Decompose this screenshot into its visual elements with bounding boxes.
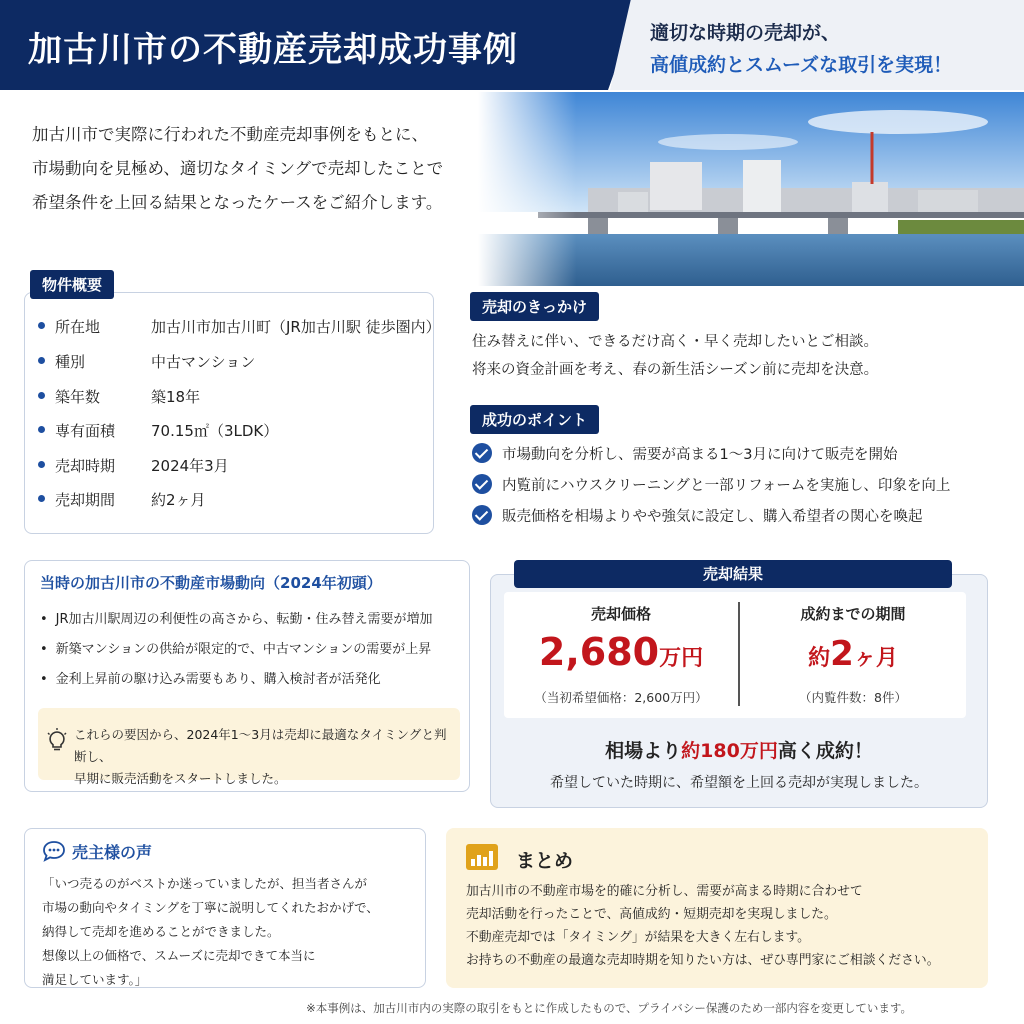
property-row <box>38 316 441 337</box>
result-summary-post: 高く成約！ <box>777 740 873 762</box>
success-points-badge: 成功のポイント <box>470 405 599 434</box>
property-overview-badge: 物件概要 <box>30 270 114 299</box>
speech-bubble-icon <box>42 840 66 866</box>
summary-line: 不動産売却では「タイミング」が結果を大きく左右します。 <box>466 930 810 945</box>
property-row <box>38 455 229 476</box>
period-unit: ヶ月 <box>853 646 898 671</box>
city-river-photo <box>478 92 1024 286</box>
property-label: 種別 <box>55 353 86 371</box>
success-point <box>472 474 950 496</box>
summary-line: お持ちの不動産の最適な売却時期を知りたい方は、ぜひ専門家にご相談ください。 <box>466 953 940 968</box>
property-label: 専有面積 <box>55 422 116 440</box>
success-point-text: 販売価格を相場よりやや強気に設定し、購入希望者の関心を喚起 <box>502 509 923 525</box>
footnote: ※本事例は、加古川市内の実際の取引をもとに作成したもので、プライバシー保護のため一部内容を変更しています。 <box>306 1001 912 1015</box>
property-label: 売却期間 <box>55 491 116 509</box>
intro-line: 市場動向を見極め、適切なタイミングで売却したことで <box>32 159 444 178</box>
bullet-icon <box>38 426 45 433</box>
summary-title: まとめ <box>516 850 574 872</box>
seller-voice-line: 満足しています。」 <box>42 972 148 987</box>
intro-line: 希望条件を上回る結果となったケースをご紹介します。 <box>32 193 443 212</box>
trigger-line: 将来の資金計画を考え、春の新生活シーズン前に売却を決意。 <box>472 362 879 378</box>
property-value: 中古マンション <box>151 353 256 371</box>
header-tagline-2: 高値成約とスムーズな取引を実現！ <box>650 54 953 76</box>
check-icon <box>472 443 492 463</box>
sale-price-number: 2,680 <box>538 630 660 674</box>
result-summary-highlight: 約180万円 <box>681 740 778 762</box>
sale-price-sub: （当初希望価格：2,600万円） <box>534 690 708 705</box>
header-tagline-1: 適切な時期の売却が、 <box>650 22 841 44</box>
trigger-line: 住み替えに伴い、できるだけ高く・早く売却したいとご相談。 <box>472 334 878 350</box>
intro-line: 加古川市で実際に行われた不動産売却事例をもとに、 <box>32 125 428 144</box>
property-label: 築年数 <box>55 388 101 406</box>
summary-line: 加古川市の不動産市場を的確に分析し、需要が高まる時期に合わせて <box>466 884 863 899</box>
property-label: 売却時期 <box>55 457 116 475</box>
success-point <box>472 443 897 465</box>
success-point-text: 内覧前にハウスクリーニングと一部リフォームを実施し、印象を向上 <box>502 478 951 494</box>
seller-voice-line: 納得して売却を進めることができました。 <box>42 924 280 939</box>
property-value: 70.15㎡（3LDK） <box>151 422 279 440</box>
intro-text <box>32 118 492 220</box>
page-title: 加古川市の不動産売却成功事例 <box>28 30 518 70</box>
property-row <box>38 489 206 510</box>
seller-voice-text <box>42 872 412 992</box>
property-label: 所在地 <box>55 318 101 336</box>
property-value: 約2ヶ月 <box>151 491 206 509</box>
bullet-icon <box>38 392 45 399</box>
property-row <box>38 386 200 407</box>
bullet-icon <box>38 495 45 502</box>
property-row <box>38 420 278 441</box>
success-point <box>472 505 923 527</box>
period-sub: （内覧件数：8件） <box>799 690 907 705</box>
seller-voice-line: 想像以上の価格で、スムーズに売却できて本当に <box>42 948 316 963</box>
seller-voice-line: 「いつ売るのがベストか迷っていましたが、担当者さんが <box>42 876 368 891</box>
market-trends-title: 当時の加古川市の不動産市場動向（2024年初頭） <box>40 574 382 592</box>
period-label: 成約までの期間 <box>800 605 906 623</box>
period-prefix: 約 <box>808 646 831 671</box>
lightbulb-icon <box>46 728 68 758</box>
seller-voice-line: 市場の動向やタイミングを丁寧に説明してくれたおかげで、 <box>42 900 379 915</box>
bullet-icon <box>38 322 45 329</box>
bullet-icon <box>38 461 45 468</box>
chart-icon <box>466 844 498 874</box>
market-note-line: これらの要因から、2024年1〜3月は売却に最適なタイミングと判断し、 <box>74 727 447 764</box>
property-value: 築18年 <box>151 388 201 406</box>
trigger-text <box>472 328 878 384</box>
sale-price-unit: 万円 <box>659 646 704 671</box>
check-icon <box>472 505 492 525</box>
success-point-text: 市場動向を分析し、需要が高まる1〜3月に向けて販売を開始 <box>502 447 898 463</box>
property-value: 2024年3月 <box>151 457 229 475</box>
market-item: • 新築マンションの供給が限定的で、中古マンションの需要が上昇 <box>40 638 431 657</box>
market-note-line: 早期に販売活動をスタートしました。 <box>74 771 287 786</box>
sale-price-value <box>504 630 738 674</box>
summary-line: 売却活動を行ったことで、高値成約・短期売却を実現しました。 <box>466 907 837 922</box>
result-summary <box>490 736 988 763</box>
market-item: • JR加古川駅周辺の利便性の高さから、転勤・住み替え需要が増加 <box>40 608 433 627</box>
result-summary-pre: 相場より <box>605 740 682 762</box>
result-note: 希望していた時期に、希望額を上回る売却が実現しました。 <box>550 775 928 791</box>
check-icon <box>472 474 492 494</box>
property-value: 加古川市加古川町（JR加古川駅 徒歩圏内） <box>151 318 441 336</box>
market-note-text <box>74 724 454 790</box>
seller-voice-title: 売主様の声 <box>72 843 153 862</box>
sale-price-label: 売却価格 <box>590 605 651 623</box>
summary-text <box>466 880 982 972</box>
trigger-badge: 売却のきっかけ <box>470 292 599 321</box>
sale-result-header: 売却結果 <box>514 560 952 588</box>
bullet-icon <box>38 357 45 364</box>
period-value <box>740 634 966 674</box>
property-row <box>38 351 255 372</box>
market-item: • 金利上昇前の駆け込み需要もあり、購入検討者が活発化 <box>40 668 381 687</box>
period-number: 2 <box>830 634 854 674</box>
